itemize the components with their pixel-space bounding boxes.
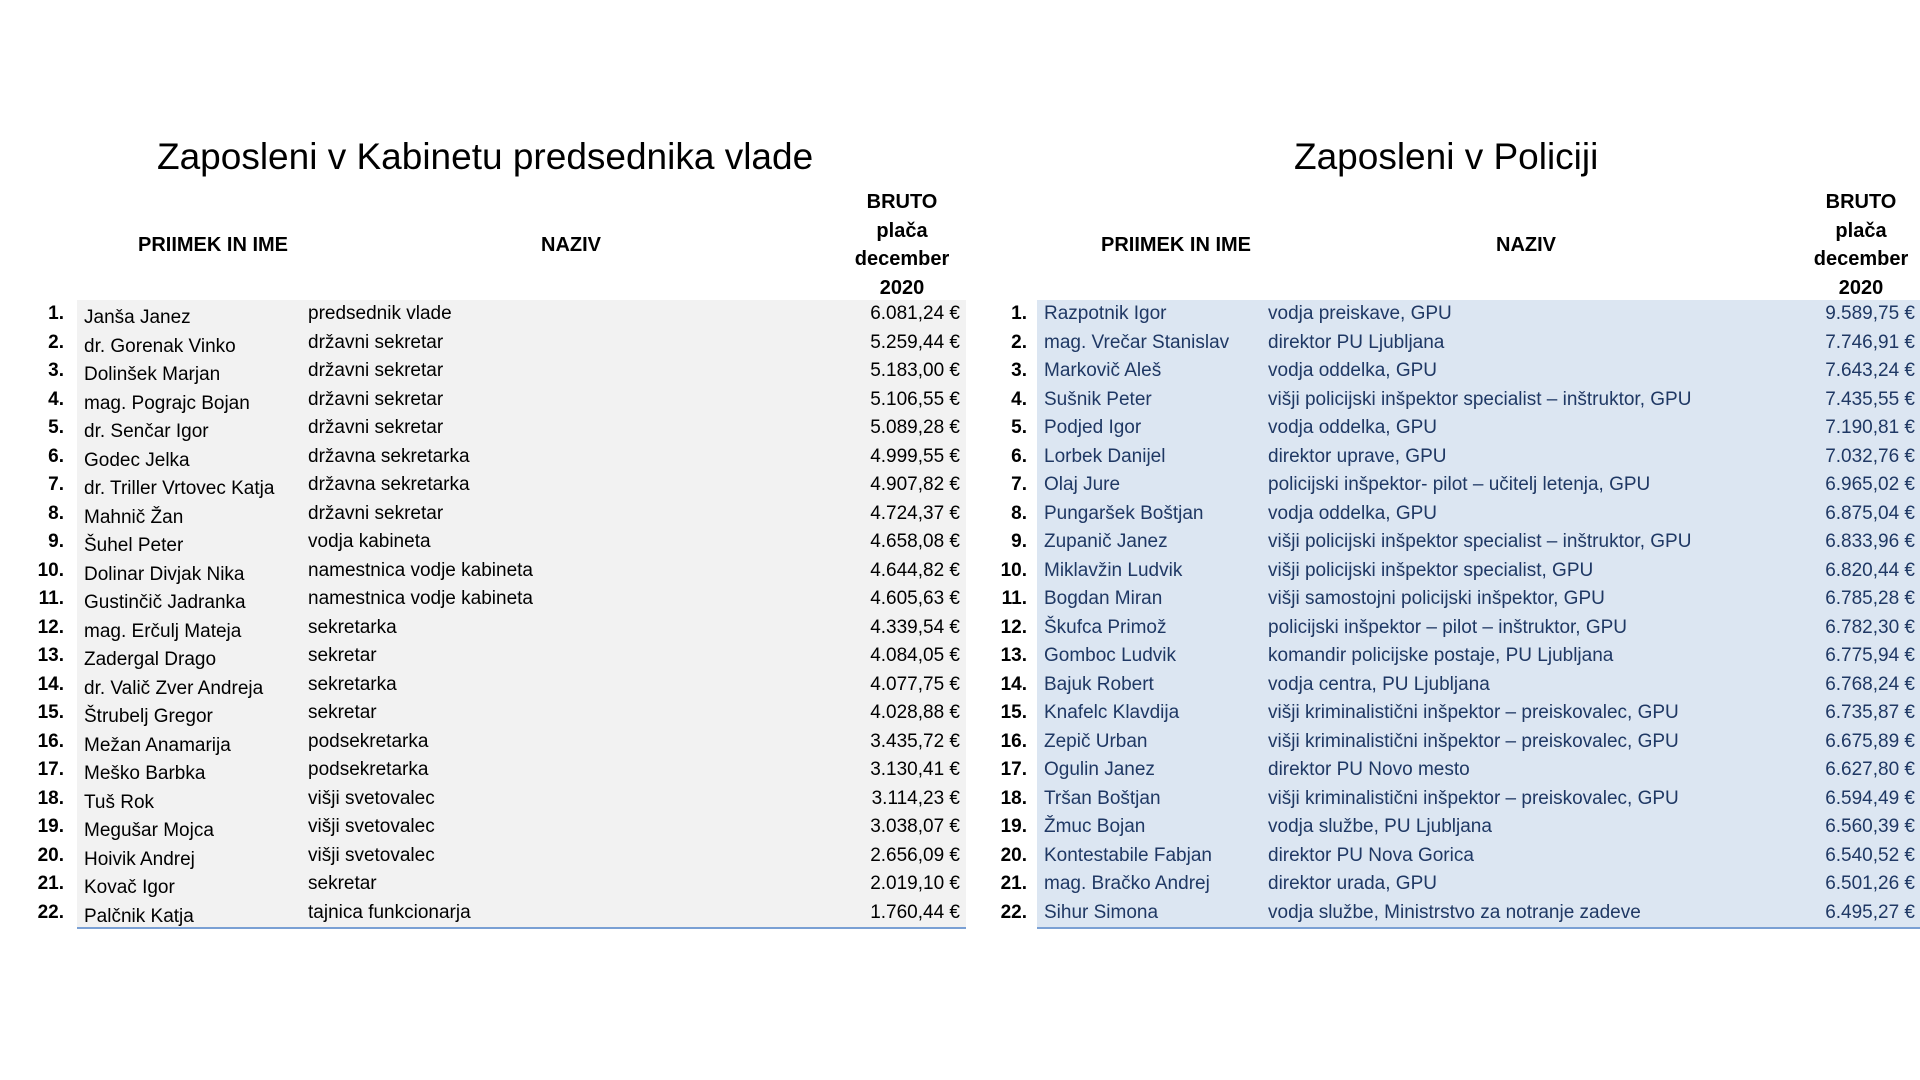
row-number: 6. [1011,445,1027,467]
table-row [38,585,966,614]
table-row [1011,329,1920,358]
employee-name: Šuhel Peter [84,535,184,556]
table-row [37,813,966,842]
gross-salary: 6.081,24 € [870,303,960,324]
job-title: vodja oddelka, GPU [1268,502,1437,524]
row-number: 17. [37,759,64,780]
job-title: podsekretarka [308,730,429,752]
job-title: sekretarka [308,673,397,695]
gross-salary: 6.820,44 € [1825,559,1915,581]
row-number: 10. [1000,559,1027,581]
job-title: direktor urada, GPU [1268,873,1437,894]
job-title: direktor PU Nova Gorica [1268,844,1474,866]
row-number: 22. [37,901,64,923]
gross-salary: 6.785,28 € [1825,588,1915,609]
gross-salary: 6.875,04 € [1825,502,1915,524]
job-title: namestnica vodje kabineta [308,559,533,581]
table-row [1000,728,1920,757]
job-title: direktor PU Ljubljana [1268,331,1445,353]
row-number: 16. [37,730,64,752]
row-number: 22. [1000,901,1027,923]
gross-salary: 2.019,10 € [870,873,960,894]
table-row [48,357,966,386]
gross-salary: 4.724,37 € [870,502,960,524]
row-number: 2. [48,331,64,353]
table-row [48,414,966,443]
job-title: višji policijski inšpektor specialist – inštruktor, GPU [1268,531,1692,552]
table-row [1000,756,1920,785]
table-row [37,728,966,757]
job-title: namestnica vodje kabineta [308,588,533,609]
employee-name: Ogulin Janez [1044,759,1155,780]
gross-salary: 4.644,82 € [870,559,960,581]
bruto-line: plača [876,219,928,242]
job-title: vodja oddelka, GPU [1268,417,1437,438]
table-row [48,443,966,472]
bruto-line: december [1813,248,1909,270]
employee-name: Podjed Igor [1044,417,1142,438]
job-title: višji policijski inšpektor specialist – inštruktor, GPU [1268,388,1692,410]
bruto-line: 2020 [1838,276,1884,299]
column-header-name: PRIIMEK IN IME [1100,234,1251,256]
row-number: 21. [37,873,64,894]
cabinet-table [37,300,966,929]
gross-salary: 5.089,28 € [870,417,960,438]
row-number: 6. [48,445,64,467]
gross-salary: 6.768,24 € [1825,673,1915,695]
employee-name: Olaj Jure [1044,474,1121,495]
job-title: komandir policijske postaje, PU Ljubljana [1268,645,1614,666]
employee-name: Markovič Aleš [1044,360,1162,381]
table-row [37,557,966,586]
row-number: 17. [1000,759,1027,780]
employee-name: Pungaršek Boštjan [1044,502,1204,524]
job-title: policijski inšpektor – pilot – inštruktor, GPU [1268,616,1628,638]
gross-salary: 7.643,24 € [1825,360,1915,381]
job-title: sekretar [308,645,377,666]
table-row [37,870,966,899]
row-number: 13. [1000,645,1027,666]
bruto-line: BRUTO [866,191,938,213]
gross-salary: 4.658,08 € [870,531,960,552]
row-number: 15. [37,702,64,723]
row-number: 2. [1011,331,1027,353]
gross-salary: 7.746,91 € [1825,331,1915,353]
table-row [1000,842,1920,871]
employee-name: Janša Janez [84,307,191,328]
job-title: policijski inšpektor- pilot – učitelj letenja, GPU [1268,474,1651,495]
employee-name: Hoivik Andrej [84,848,195,870]
employee-name: Zepič Urban [1044,730,1148,752]
row-number: 14. [37,673,64,695]
job-title: državni sekretar [308,360,444,381]
employee-name: Meško Barbka [84,763,206,784]
employee-name: Gustinčič Jadranka [84,592,246,613]
employee-name: Megušar Mojca [84,820,214,841]
gross-salary: 5.259,44 € [870,331,960,353]
employee-name: Škufca Primož [1044,616,1167,638]
employee-name: mag. Erčulj Mateja [84,620,242,642]
row-number: 8. [48,502,64,524]
gross-salary: 4.605,63 € [870,588,960,609]
bruto-line: plača [1835,219,1887,242]
row-number: 5. [1011,417,1027,438]
job-title: sekretar [308,873,377,894]
table-row [37,899,966,928]
table-row [37,699,966,728]
gross-salary: 6.833,96 € [1825,531,1915,552]
job-title: višji policijski inšpektor specialist, GPU [1268,559,1594,581]
job-title: podsekretarka [308,759,429,780]
row-number: 3. [1011,360,1027,381]
table-row [1011,471,1920,500]
job-title: državni sekretar [308,331,444,353]
table-row [37,671,966,700]
gross-salary: 6.560,39 € [1825,816,1915,837]
employee-name: dr. Gorenak Vinko [84,335,236,357]
job-title: vodja preiskave, GPU [1268,303,1452,324]
job-title: višji kriminalistični inšpektor – preiskovalec, GPU [1268,702,1679,723]
table-row [1011,500,1920,529]
gross-salary: 6.675,89 € [1825,730,1915,752]
table-row [1000,614,1920,643]
gross-salary: 4.339,54 € [870,616,960,638]
gross-salary: 1.760,44 € [870,901,960,923]
employee-name: Tuš Rok [84,791,155,813]
employee-name: Razpotnik Igor [1044,303,1167,324]
police-table [1000,300,1920,929]
employee-name: mag. Pograjc Bojan [84,392,250,414]
job-title: vodja kabineta [308,531,431,552]
gross-salary: 7.435,55 € [1825,388,1915,410]
employee-name: Knafelc Klavdija [1044,702,1180,723]
gross-salary: 4.077,75 € [870,673,960,695]
table-row [1000,899,1920,928]
table-row [1000,642,1920,671]
gross-salary: 6.501,26 € [1825,873,1915,894]
job-title: višji svetovalec [308,816,435,837]
gross-salary: 4.999,55 € [870,445,960,467]
gross-salary: 3.114,23 € [871,787,960,809]
row-number: 18. [1000,787,1027,809]
employee-name: Kontestabile Fabjan [1044,844,1212,866]
column-header-bruto [847,188,957,302]
row-number: 19. [37,816,64,837]
job-title: predsednik vlade [308,303,452,324]
gross-salary: 6.627,80 € [1825,759,1915,780]
job-title: višji svetovalec [308,844,435,866]
row-number: 8. [1011,502,1027,524]
gross-salary: 6.775,94 € [1825,645,1915,666]
employee-name: Mežan Anamarija [84,734,231,756]
table-row [37,785,966,814]
employee-name: Žmuc Bojan [1044,816,1146,837]
employee-name: Dolinar Divjak Nika [84,563,245,585]
gross-salary: 7.032,76 € [1825,445,1915,467]
row-number: 11. [1001,588,1027,609]
job-title: višji svetovalec [308,787,435,809]
employee-name: Sušnik Peter [1044,388,1152,410]
gross-salary: 4.084,05 € [870,645,960,666]
gross-salary: 6.540,52 € [1825,844,1915,866]
row-number: 12. [1000,616,1027,638]
table-row [1000,699,1920,728]
employee-name: mag. Bračko Andrej [1044,873,1210,894]
row-number: 7. [1011,474,1027,495]
job-title: direktor uprave, GPU [1268,445,1447,467]
gross-salary: 6.965,02 € [1825,474,1915,495]
employee-name: Štrubelj Gregor [84,706,213,727]
gross-salary: 6.495,27 € [1825,901,1915,923]
gross-salary: 4.907,82 € [870,474,960,495]
row-number: 9. [1011,531,1027,552]
row-number: 5. [48,417,64,438]
row-number: 12. [37,616,64,638]
employee-name: Mahnič Žan [84,506,184,528]
gross-salary: 3.038,07 € [870,816,960,837]
employee-name: dr. Senčar Igor [84,421,209,442]
bruto-line: 2020 [879,276,925,299]
row-number: 4. [1011,388,1027,410]
job-title: vodja službe, PU Ljubljana [1268,816,1492,837]
table-row [37,756,966,785]
job-title: državna sekretarka [308,474,470,495]
employee-name: Lorbek Danijel [1044,445,1166,467]
column-header-naziv: NAZIV [1496,234,1556,256]
employee-name: Bajuk Robert [1044,673,1154,695]
gross-salary: 3.435,72 € [870,730,960,752]
employee-name: Zadergal Drago [84,649,217,670]
table-row [48,528,966,557]
table-row [37,614,966,643]
table-row [1011,528,1920,557]
row-number: 18. [37,787,64,809]
gross-salary: 5.183,00 € [870,360,960,381]
table-row [1000,785,1920,814]
job-title: vodja oddelka, GPU [1268,360,1437,381]
table-row [1000,813,1920,842]
job-title: državni sekretar [308,388,444,410]
gross-salary: 7.190,81 € [1825,417,1915,438]
job-title: višji kriminalistični inšpektor – preiskovalec, GPU [1268,730,1679,752]
gross-salary: 3.130,41 € [870,759,960,780]
job-title: državna sekretarka [308,445,470,467]
table-row [37,642,966,671]
gross-salary: 6.782,30 € [1825,616,1915,638]
column-header-naziv: NAZIV [541,234,601,256]
employee-name: Tršan Boštjan [1044,787,1161,809]
bruto-line: december [854,248,950,270]
row-number: 10. [37,559,64,581]
police-title: Zaposleni v Policiji [1294,136,1599,177]
job-title: sekretar [308,702,377,723]
table-row [1000,557,1920,586]
job-title: tajnica funkcionarja [308,901,471,923]
employee-name: Sihur Simona [1044,901,1159,923]
row-number: 21. [1000,873,1027,894]
job-title: sekretarka [308,616,397,638]
gross-salary: 4.028,88 € [870,702,960,723]
employee-name: dr. Triller Vrtovec Katja [84,478,275,499]
employee-name: Bogdan Miran [1044,588,1163,609]
job-title: državni sekretar [308,502,444,524]
employee-name: Palčnik Katja [84,905,194,927]
column-header-bruto [1806,188,1916,302]
gross-salary: 5.106,55 € [870,388,960,410]
cabinet-title: Zaposleni v Kabinetu predsednika vlade [157,136,814,177]
table-row [48,386,966,415]
employee-name: Gomboc Ludvik [1044,645,1177,666]
job-title: višji kriminalistični inšpektor – preiskovalec, GPU [1268,787,1679,809]
table-row [1011,357,1920,386]
job-title: višji samostojni policijski inšpektor, GPU [1268,588,1605,609]
row-number: 19. [1000,816,1027,837]
row-number: 3. [48,360,64,381]
row-number: 20. [1000,844,1027,866]
table-row [1000,671,1920,700]
row-number: 4. [48,388,64,410]
row-number: 14. [1000,673,1027,695]
job-title: vodja službe, Ministrstvo za notranje zadeve [1268,901,1641,923]
employee-name: dr. Valič Zver Andreja [84,677,264,699]
row-number: 16. [1000,730,1027,752]
gross-salary: 2.656,09 € [870,844,960,866]
table-row [37,842,966,871]
table-row [48,300,966,329]
row-number: 1. [48,303,64,324]
employee-name: Godec Jelka [84,449,190,471]
employee-name: Dolinšek Marjan [84,364,221,385]
row-number: 1. [1011,303,1027,324]
row-number: 13. [37,645,64,666]
gross-salary: 9.589,75 € [1825,303,1915,324]
table-row [1011,300,1920,329]
table-row [1011,414,1920,443]
table-row [1011,386,1920,415]
employee-name: Zupanič Janez [1044,531,1168,552]
table-row [1001,585,1920,614]
job-title: direktor PU Novo mesto [1268,759,1470,780]
employee-name: mag. Vrečar Stanislav [1044,331,1230,353]
table-row [1011,443,1920,472]
table-row [48,500,966,529]
gross-salary: 6.594,49 € [1825,787,1915,809]
table-row [48,329,966,358]
bruto-line: BRUTO [1825,191,1897,213]
gross-salary: 6.735,87 € [1825,702,1915,723]
job-title: vodja centra, PU Ljubljana [1268,673,1490,695]
row-number: 15. [1000,702,1027,723]
job-title: državni sekretar [308,417,444,438]
table-row [1000,870,1920,899]
employee-name: Miklavžin Ludvik [1044,559,1183,581]
table-row [48,471,966,500]
row-number: 7. [48,474,64,495]
row-number: 11. [38,588,64,609]
employee-name: Kovač Igor [84,877,175,898]
row-number: 20. [37,844,64,866]
row-number: 9. [48,531,64,552]
column-header-name: PRIIMEK IN IME [137,234,288,256]
